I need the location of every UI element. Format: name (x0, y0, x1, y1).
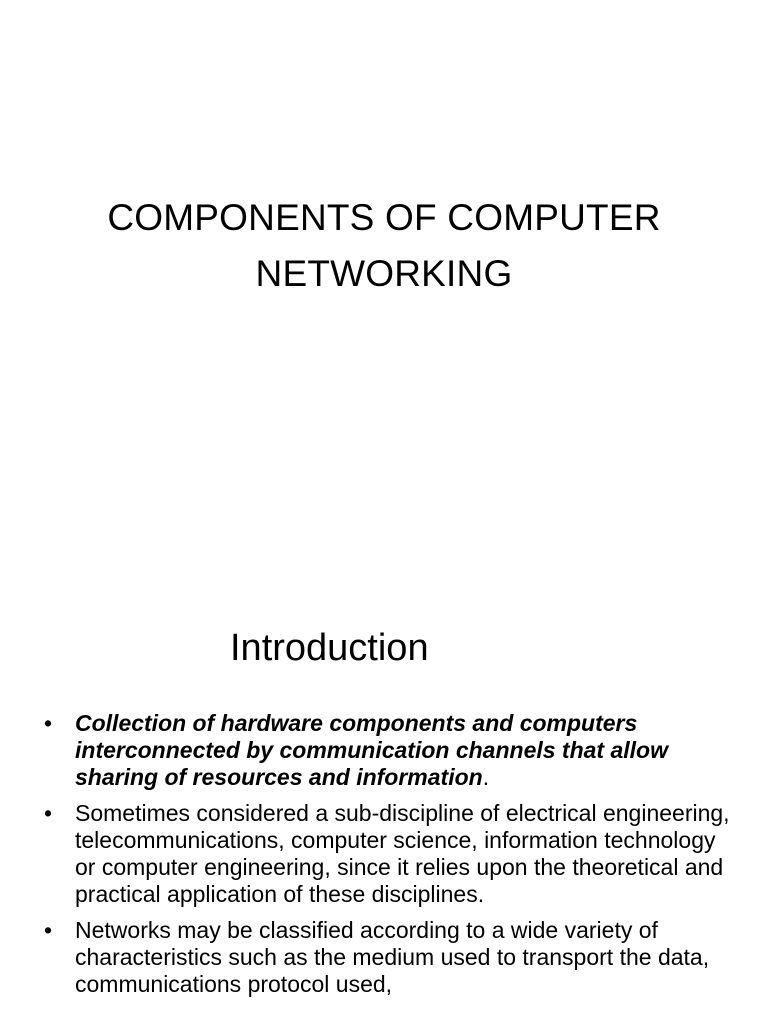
bullet-trailing-text: . (482, 764, 490, 790)
slide-title (60, 190, 708, 302)
bullet-item-3 (40, 917, 740, 998)
bullet-item-2 (40, 800, 740, 908)
bullet-text: Networks may be classified according to a wide variety of characteristics such as the medium used to transport the data, communications protocol used, (75, 917, 710, 997)
bullet-emphasis-text: Collection of hardware components and computers interconnected by communication channels that allow sharing of resources and information (75, 710, 668, 790)
bullet-dot-icon: • (44, 710, 53, 736)
bullet-item-1 (40, 710, 740, 791)
slide-title-line-1: COMPONENTS OF COMPUTER (107, 197, 661, 238)
section-heading: Introduction (230, 627, 429, 669)
bullet-dot-icon: • (44, 917, 53, 943)
bullet-dot-icon: • (44, 800, 53, 826)
bullet-list (40, 710, 740, 1007)
slide-title-line-2: NETWORKING (255, 253, 513, 294)
bullet-text: Sometimes considered a sub-discipline of electrical engineering, telecommunications, computer science, information technology or computer engineering, since it relies upon the theoretical and practical application of these disciplines. (75, 800, 730, 907)
